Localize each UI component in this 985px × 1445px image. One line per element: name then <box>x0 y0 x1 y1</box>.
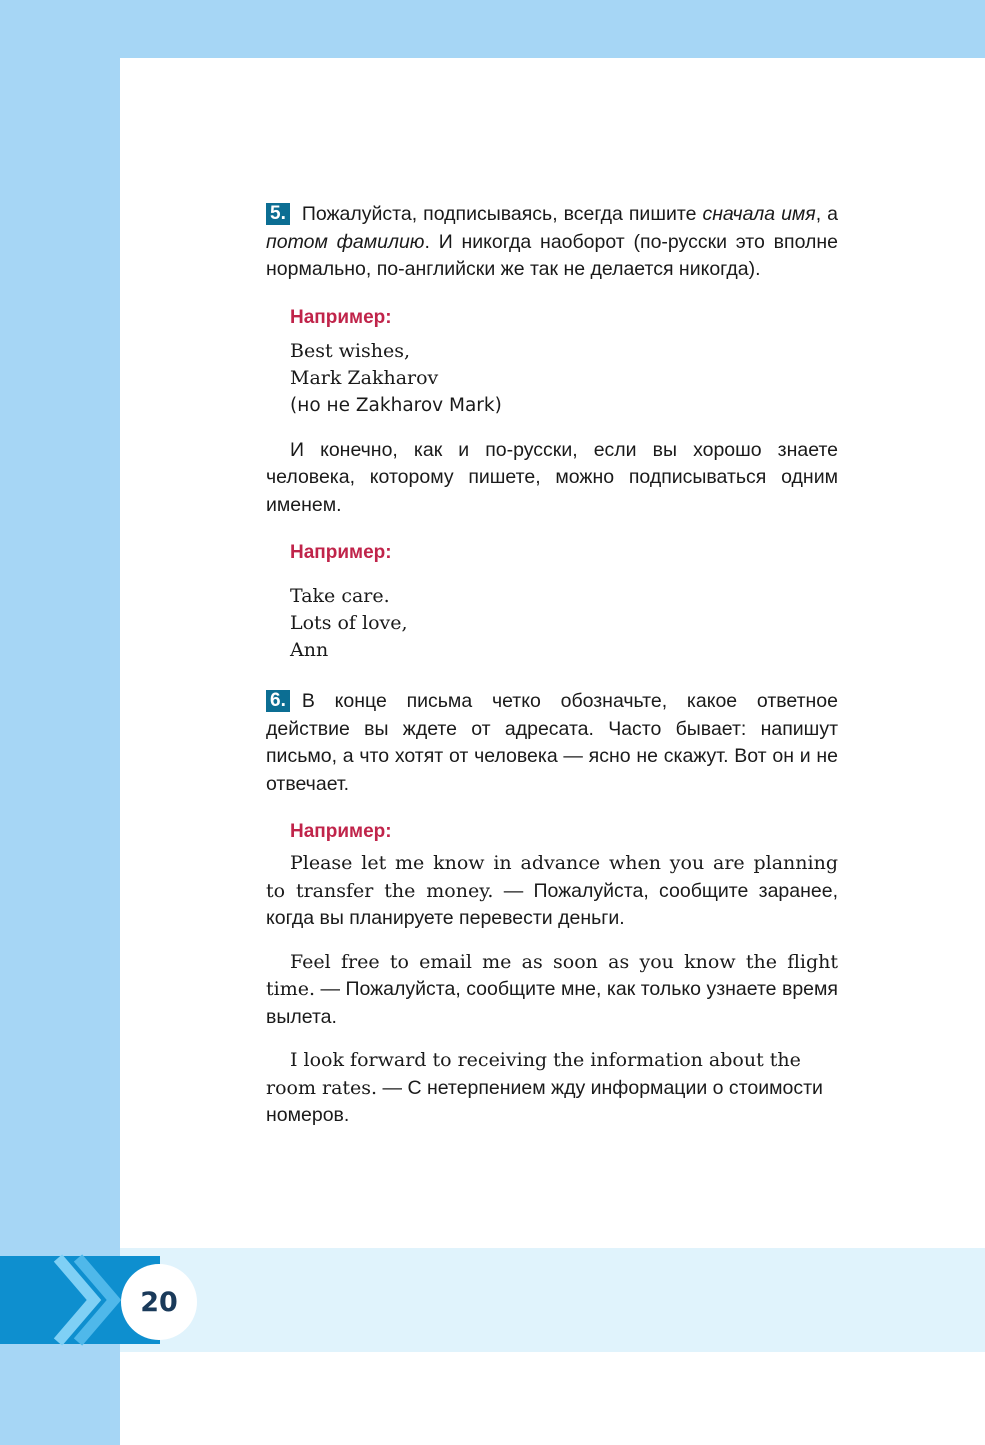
example-line: Best wishes, <box>290 339 410 362</box>
closing-example <box>290 583 838 664</box>
signature-note: И конечно, как и по-русски, если вы хорошо знаете человека, которому пишете, можно подписываться одним именем. <box>266 438 838 516</box>
example-sentence: I look forward to receiving the information about the room rates. — С нетерпением жду информации о стоимости номеров. <box>266 1049 823 1126</box>
emphasis-first-name: сначала имя <box>702 203 816 225</box>
example-line: Ann <box>290 639 329 661</box>
left-band <box>0 0 120 1445</box>
footer-band <box>120 1248 985 1352</box>
section-5-number: 5. <box>266 203 290 225</box>
page-number: 20 <box>121 1264 197 1340</box>
example-label: Например: <box>290 542 392 563</box>
example-label: Например: <box>290 821 392 842</box>
section-5-paragraph: 5. Пожалуйста, подписываясь, всегда пишите сначала имя, а потом фамилию. И никогда наоборот (по-русски это вполне нормально, по-английски же так не делается никогда). <box>266 203 839 280</box>
page-content <box>266 201 838 1130</box>
double-chevron-icon <box>44 1252 124 1348</box>
section-6-paragraph: 6. В конце письма четко обозначьте, какое ответное действие вы ждете от адресата. Часто бывает: напишут письмо, а что хотят от человека — ясно не скажут. Вот он и не отвечает. <box>266 690 838 795</box>
example-line: Take care. <box>290 585 390 607</box>
example-line: (но не Zakharov Mark) <box>290 394 502 416</box>
section-6-number: 6. <box>266 690 290 712</box>
example-line: Lots of love, <box>290 612 408 634</box>
signature-example <box>290 338 838 419</box>
emphasis-last-name: потом фамилию <box>266 230 425 253</box>
example-sentence: Feel free to email me as soon as you know the flight time. — Пожалуйста, сообщите мне, как только узнаете время вылета. <box>266 950 838 1028</box>
example-line: Mark Zakharov <box>290 366 439 389</box>
example-sentence: Please let me know in advance when you are planning to transfer the money. — Пожалуйста, сообщите заранее, когда вы планируете перевести деньги. <box>266 852 838 929</box>
top-band <box>0 0 985 58</box>
example-label: Например: <box>290 306 392 328</box>
